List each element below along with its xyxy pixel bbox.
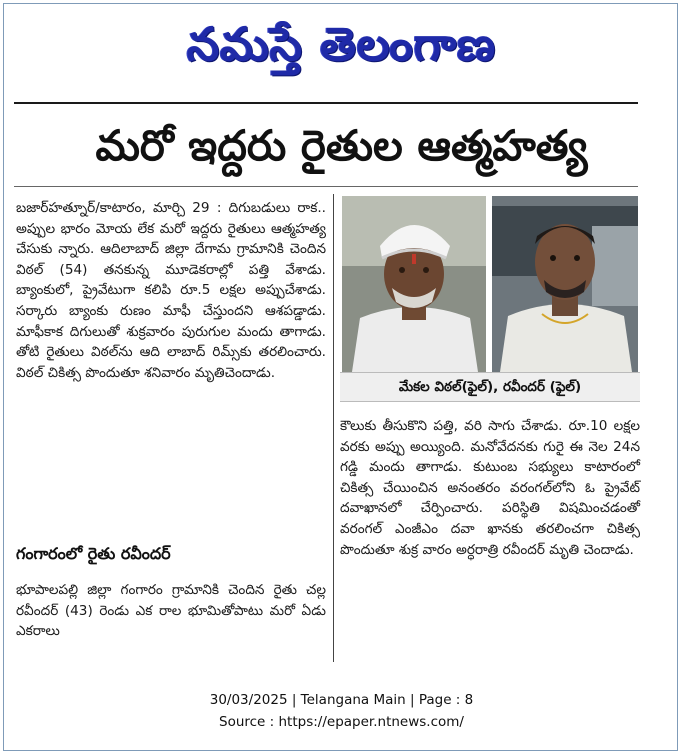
photo-vithal [342, 196, 486, 372]
subhead-gangaram: గంగారంలో రైతు రవీందర్ [16, 544, 171, 563]
left-column-body-2 [16, 580, 326, 664]
right-column-body [340, 416, 640, 664]
footer-source[interactable]: Source : https://epaper.ntnews.com/ [219, 714, 464, 730]
left-column-body [16, 198, 326, 528]
masthead-logo: నమస్తే తెలంగాణ [186, 17, 497, 71]
left-paragraph-2: భూపాలపల్లి జిల్లా గంగారం గ్రామానికి చెందిన రైతు చల్ల రవీందర్ (43) రెండు ఎక రాల భూమితోపాటు మరో ఏడు ఎకరాలు [16, 582, 326, 640]
left-paragraph-1: బజార్‌హత్నూర్/కాటారం, మార్చి 29 : దిగుబడులు రాక.. అప్పుల భారం మోయ లేక మరో ఇద్దరు రైతులు ఆత్మహత్య చేసుకు న్నారు. ఆదిలాబాద్ జిల్లా దేగామ గ్రామానికి చెందిన విఠల్ (54) తనకున్న మూడెకరాల్లో పత్తి వేశాడు. బ్యాంకులో, ప్రైవేటుగా కలిపి రూ.5 లక్షల అప్పుచేశాడు. సర్కారు బ్యాంకు రుణం మాఫీ చేస్తుందని ఆశపడ్డాడు. మాఫీకాక దిగులుతో శుక్రవారం పురుగుల మందు తాగాడు. తోటి రైతులు విఠల్‌ను ఆది లాబాద్ రిమ్స్‌కు తరలించారు. విఠల్ చికిత్స పొందుతూ శనివారం మృతిచెందాడు. [16, 200, 326, 381]
headline-bottom-rule [14, 186, 638, 187]
right-paragraph-1: కౌలుకు తీసుకొని పత్తి, వరి సాగు చేశాడు. రూ.10 లక్షల వరకు అప్పు అయ్యింది. మనోవేదనకు గురై ఈ నెల 24న గడ్డి మందు తాగాడు. కుటుంబ సభ్యులు కాటారంలో చికిత్స చేయించిన అనంతరం వరంగల్‌లోని ఓ ప్రైవేట్ దవాఖానలో చేర్పించారు. పరిస్థితి విషమించడంతో వరంగల్ ఎంజీఎం దవా ఖానకు తరలించగా చికిత్స పొందుతూ శుక్ర వారం అర్ధరాత్రి రవీందర్ మృతి చెందాడు. [340, 418, 640, 558]
photo-caption: మేకల విఠల్(ఫైల్), రవీందర్ (ఫైల్) [340, 372, 640, 402]
column-divider [333, 194, 334, 662]
photo-ravinder [492, 196, 638, 372]
headline-top-rule [14, 102, 638, 104]
footer-edition: 30/03/2025 | Telangana Main | Page : 8 [209, 692, 474, 708]
headline: మరో ఇద్దరు రైతుల ఆత్మహత్య [95, 121, 588, 170]
photo-pair [340, 196, 640, 372]
